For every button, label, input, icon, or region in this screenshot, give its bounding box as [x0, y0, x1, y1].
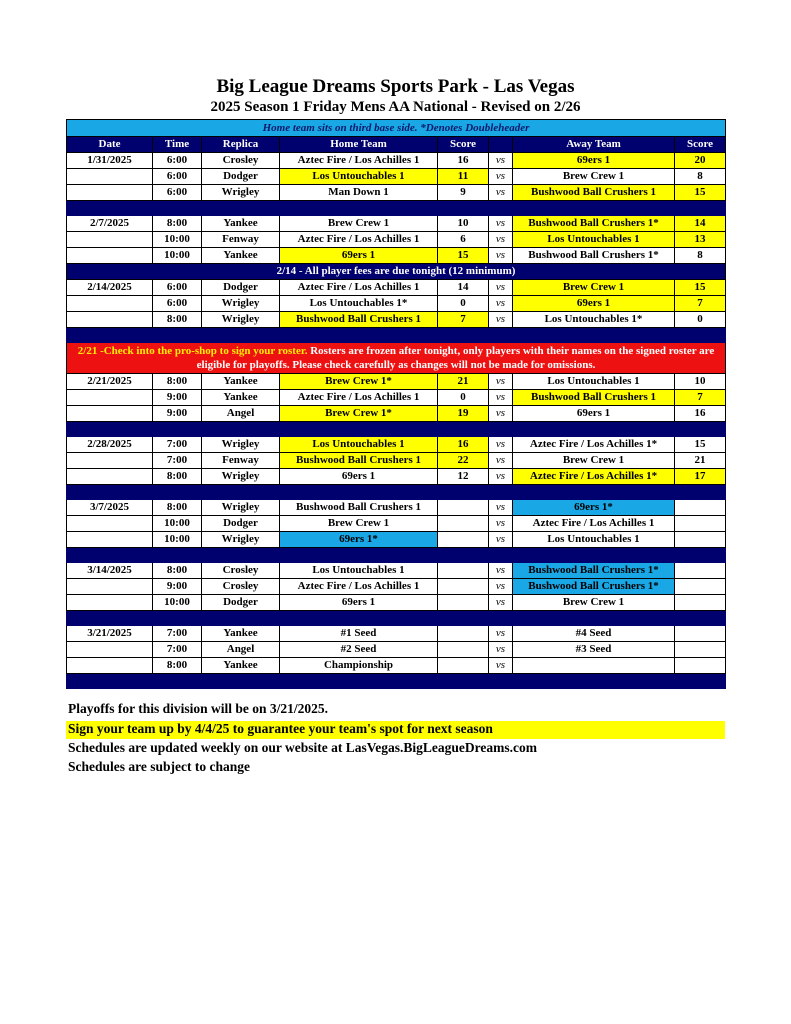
vs-label: vs: [489, 312, 513, 328]
game-field: Fenway: [202, 232, 280, 248]
home-team: 69ers 1: [280, 248, 438, 264]
game-time: 6:00: [153, 169, 202, 185]
away-score: 7: [675, 296, 726, 312]
vs-label: vs: [489, 532, 513, 548]
col-header-vs: [489, 137, 513, 153]
away-score: 8: [675, 248, 726, 264]
game-date: 3/14/2025: [67, 563, 153, 579]
vs-label: vs: [489, 642, 513, 658]
away-team: Brew Crew 1: [513, 595, 675, 611]
away-score: 15: [675, 185, 726, 201]
game-field: Yankee: [202, 374, 280, 390]
away-team: Bushwood Ball Crushers 1: [513, 390, 675, 406]
away-team: Los Untouchables 1*: [513, 312, 675, 328]
game-row: [67, 532, 726, 548]
home-score: 0: [438, 390, 489, 406]
game-field: Fenway: [202, 453, 280, 469]
separator-cell: [67, 548, 726, 563]
col-header-home-team: Home Team: [280, 137, 438, 153]
game-row: [67, 658, 726, 674]
game-field: Yankee: [202, 626, 280, 642]
fees-notice: 2/14 - All player fees are due tonight (12 minimum): [67, 264, 726, 280]
game-time: 8:00: [153, 374, 202, 390]
game-row: [67, 390, 726, 406]
col-header-replica: Replica: [202, 137, 280, 153]
game-time: 8:00: [153, 216, 202, 232]
away-team: #4 Seed: [513, 626, 675, 642]
home-score: 11: [438, 169, 489, 185]
game-date: [67, 406, 153, 422]
game-field: Wrigley: [202, 296, 280, 312]
game-field: Wrigley: [202, 437, 280, 453]
vs-label: vs: [489, 296, 513, 312]
game-field: Yankee: [202, 248, 280, 264]
game-time: 10:00: [153, 232, 202, 248]
game-field: Wrigley: [202, 500, 280, 516]
game-time: 8:00: [153, 469, 202, 485]
away-score: 14: [675, 216, 726, 232]
home-team: 69ers 1*: [280, 532, 438, 548]
game-field: Wrigley: [202, 185, 280, 201]
home-team: Brew Crew 1: [280, 516, 438, 532]
game-time: 6:00: [153, 153, 202, 169]
game-row: [67, 312, 726, 328]
home-score: 7: [438, 312, 489, 328]
schedule-table: [66, 119, 726, 689]
game-row: [67, 232, 726, 248]
vs-label: vs: [489, 626, 513, 642]
away-score: [675, 626, 726, 642]
home-team: Championship: [280, 658, 438, 674]
away-score: 15: [675, 280, 726, 296]
vs-label: vs: [489, 516, 513, 532]
schedule-body: [67, 120, 726, 689]
home-score: [438, 658, 489, 674]
game-field: Wrigley: [202, 312, 280, 328]
game-date: [67, 532, 153, 548]
away-team: Bushwood Ball Crushers 1: [513, 185, 675, 201]
game-time: 10:00: [153, 595, 202, 611]
home-team: Bushwood Ball Crushers 1: [280, 453, 438, 469]
vs-label: vs: [489, 280, 513, 296]
game-field: Dodger: [202, 516, 280, 532]
game-date: 2/21/2025: [67, 374, 153, 390]
separator-row: [67, 422, 726, 437]
note-text: Home team sits on third base side. *Denotes Doubleheader: [67, 120, 726, 137]
game-field: Wrigley: [202, 469, 280, 485]
game-time: 9:00: [153, 579, 202, 595]
separator-cell: [67, 422, 726, 437]
away-team: Bushwood Ball Crushers 1*: [513, 248, 675, 264]
col-header-date: Date: [67, 137, 153, 153]
separator-row: [67, 548, 726, 563]
home-team: #1 Seed: [280, 626, 438, 642]
home-score: [438, 532, 489, 548]
game-time: 9:00: [153, 406, 202, 422]
vs-label: vs: [489, 469, 513, 485]
game-time: 8:00: [153, 658, 202, 674]
game-row: [67, 216, 726, 232]
col-header-time: Time: [153, 137, 202, 153]
home-team: Brew Crew 1*: [280, 406, 438, 422]
away-score: 21: [675, 453, 726, 469]
away-team: 69ers 1: [513, 153, 675, 169]
away-team: Aztec Fire / Los Achilles 1*: [513, 437, 675, 453]
away-score: 10: [675, 374, 726, 390]
away-score: 13: [675, 232, 726, 248]
home-score: 6: [438, 232, 489, 248]
page-title: Big League Dreams Sports Park - Las Vegas: [216, 76, 575, 97]
home-team: Bushwood Ball Crushers 1: [280, 500, 438, 516]
away-score: [675, 563, 726, 579]
game-row: [67, 185, 726, 201]
col-header-away-score: Score: [675, 137, 726, 153]
game-time: 7:00: [153, 626, 202, 642]
home-score: [438, 626, 489, 642]
game-date: [67, 469, 153, 485]
vs-label: vs: [489, 563, 513, 579]
game-row: [67, 153, 726, 169]
away-team: 69ers 1: [513, 296, 675, 312]
away-team: Los Untouchables 1: [513, 232, 675, 248]
separator-row: [67, 485, 726, 500]
game-time: 10:00: [153, 248, 202, 264]
game-date: [67, 296, 153, 312]
away-score: 8: [675, 169, 726, 185]
vs-label: vs: [489, 453, 513, 469]
game-field: Yankee: [202, 216, 280, 232]
note-row: [67, 120, 726, 137]
game-row: [67, 469, 726, 485]
home-team: Los Untouchables 1: [280, 563, 438, 579]
game-field: Dodger: [202, 169, 280, 185]
page-subtitle: 2025 Season 1 Friday Mens AA National - Revised on 2/26: [210, 99, 581, 115]
home-team: Aztec Fire / Los Achilles 1: [280, 280, 438, 296]
game-date: 2/7/2025: [67, 216, 153, 232]
game-field: Crosley: [202, 153, 280, 169]
game-row: [67, 406, 726, 422]
home-score: [438, 500, 489, 516]
game-time: 10:00: [153, 532, 202, 548]
signup-note: Sign your team up by 4/4/25 to guarantee your team's spot for next season: [66, 721, 725, 739]
separator-cell: [67, 201, 726, 216]
game-date: [67, 312, 153, 328]
game-field: Crosley: [202, 563, 280, 579]
game-row: [67, 280, 726, 296]
home-score: 19: [438, 406, 489, 422]
fees-notice-row: [67, 264, 726, 280]
game-time: 7:00: [153, 642, 202, 658]
vs-label: vs: [489, 169, 513, 185]
home-score: 12: [438, 469, 489, 485]
home-score: 21: [438, 374, 489, 390]
game-field: Yankee: [202, 658, 280, 674]
playoffs-note: Playoffs for this division will be on 3/21/2025.: [68, 701, 329, 716]
home-score: 9: [438, 185, 489, 201]
away-team: 69ers 1: [513, 406, 675, 422]
vs-label: vs: [489, 406, 513, 422]
game-field: Crosley: [202, 579, 280, 595]
home-score: [438, 516, 489, 532]
away-score: 0: [675, 312, 726, 328]
vs-label: vs: [489, 500, 513, 516]
home-score: 14: [438, 280, 489, 296]
game-row: [67, 169, 726, 185]
away-score: [675, 532, 726, 548]
game-date: 2/14/2025: [67, 280, 153, 296]
home-score: [438, 563, 489, 579]
vs-label: vs: [489, 579, 513, 595]
game-date: 1/31/2025: [67, 153, 153, 169]
home-team: Aztec Fire / Los Achilles 1: [280, 153, 438, 169]
game-row: [67, 563, 726, 579]
game-row: [67, 374, 726, 390]
game-time: 6:00: [153, 185, 202, 201]
home-score: 22: [438, 453, 489, 469]
game-date: [67, 642, 153, 658]
home-score: [438, 595, 489, 611]
away-score: 7: [675, 390, 726, 406]
away-team: Los Untouchables 1: [513, 374, 675, 390]
game-field: Angel: [202, 406, 280, 422]
vs-label: vs: [489, 595, 513, 611]
game-date: [67, 185, 153, 201]
separator-row: [67, 674, 726, 689]
vs-label: vs: [489, 232, 513, 248]
vs-label: vs: [489, 216, 513, 232]
home-score: 0: [438, 296, 489, 312]
vs-label: vs: [489, 248, 513, 264]
game-date: [67, 390, 153, 406]
game-date: [67, 516, 153, 532]
vs-label: vs: [489, 153, 513, 169]
game-field: Angel: [202, 642, 280, 658]
home-team: Aztec Fire / Los Achilles 1: [280, 232, 438, 248]
game-field: Dodger: [202, 595, 280, 611]
game-date: [67, 579, 153, 595]
vs-label: vs: [489, 374, 513, 390]
game-date: 3/21/2025: [67, 626, 153, 642]
game-date: 2/28/2025: [67, 437, 153, 453]
game-field: Dodger: [202, 280, 280, 296]
subject-note: Schedules are subject to change: [68, 759, 250, 774]
game-row: [67, 642, 726, 658]
home-score: 16: [438, 437, 489, 453]
home-team: Bushwood Ball Crushers 1: [280, 312, 438, 328]
away-score: [675, 500, 726, 516]
away-team: Bushwood Ball Crushers 1*: [513, 579, 675, 595]
separator-row: [67, 611, 726, 626]
game-time: 6:00: [153, 296, 202, 312]
game-time: 7:00: [153, 453, 202, 469]
home-team: 69ers 1: [280, 595, 438, 611]
game-row: [67, 626, 726, 642]
game-row: [67, 579, 726, 595]
separator-row: [67, 328, 726, 343]
roster-alert-text: Rosters are frozen after tonight, only players with their names on the signed roster are eligible for playoffs. Please check carefully as changes will not be made for omissions.: [196, 345, 715, 371]
away-team: Aztec Fire / Los Achilles 1*: [513, 469, 675, 485]
home-score: 16: [438, 153, 489, 169]
game-row: [67, 453, 726, 469]
game-time: 6:00: [153, 280, 202, 296]
away-team: Brew Crew 1: [513, 280, 675, 296]
away-team: Bushwood Ball Crushers 1*: [513, 563, 675, 579]
game-time: 8:00: [153, 500, 202, 516]
game-time: 9:00: [153, 390, 202, 406]
separator-cell: [67, 328, 726, 343]
home-team: Brew Crew 1*: [280, 374, 438, 390]
roster-alert: [67, 343, 726, 374]
game-time: 10:00: [153, 516, 202, 532]
game-time: 7:00: [153, 437, 202, 453]
away-score: [675, 642, 726, 658]
col-header-home-score: Score: [438, 137, 489, 153]
away-team: Bushwood Ball Crushers 1*: [513, 216, 675, 232]
away-score: 17: [675, 469, 726, 485]
game-row: [67, 595, 726, 611]
home-score: 10: [438, 216, 489, 232]
home-team: Los Untouchables 1*: [280, 296, 438, 312]
home-score: [438, 642, 489, 658]
vs-label: vs: [489, 185, 513, 201]
game-date: [67, 248, 153, 264]
vs-label: vs: [489, 390, 513, 406]
home-score: [438, 579, 489, 595]
away-score: [675, 516, 726, 532]
away-team: Aztec Fire / Los Achilles 1: [513, 516, 675, 532]
col-header-away-team: Away Team: [513, 137, 675, 153]
header-row: [67, 137, 726, 153]
vs-label: vs: [489, 437, 513, 453]
game-row: [67, 516, 726, 532]
separator-cell: [67, 674, 726, 689]
game-date: [67, 453, 153, 469]
vs-label: vs: [489, 658, 513, 674]
separator-row: [67, 201, 726, 216]
away-team: Brew Crew 1: [513, 453, 675, 469]
away-team: #3 Seed: [513, 642, 675, 658]
away-score: [675, 595, 726, 611]
away-score: 20: [675, 153, 726, 169]
away-team: [513, 658, 675, 674]
home-team: #2 Seed: [280, 642, 438, 658]
roster-alert-lead: 2/21 -Check into the pro-shop to sign your roster.: [77, 345, 308, 357]
home-team: Aztec Fire / Los Achilles 1: [280, 390, 438, 406]
away-team: Brew Crew 1: [513, 169, 675, 185]
away-team: 69ers 1*: [513, 500, 675, 516]
game-row: [67, 437, 726, 453]
game-field: Wrigley: [202, 532, 280, 548]
home-team: Brew Crew 1: [280, 216, 438, 232]
home-team: Los Untouchables 1: [280, 437, 438, 453]
game-date: [67, 232, 153, 248]
away-score: 16: [675, 406, 726, 422]
game-date: [67, 595, 153, 611]
away-score: [675, 658, 726, 674]
home-team: Man Down 1: [280, 185, 438, 201]
separator-cell: [67, 485, 726, 500]
website-note: Schedules are updated weekly on our website at LasVegas.BigLeagueDreams.com: [68, 740, 538, 755]
home-team: Aztec Fire / Los Achilles 1: [280, 579, 438, 595]
game-date: [67, 658, 153, 674]
away-team: Los Untouchables 1: [513, 532, 675, 548]
home-team: Los Untouchables 1: [280, 169, 438, 185]
separator-cell: [67, 611, 726, 626]
away-score: [675, 579, 726, 595]
game-field: Yankee: [202, 390, 280, 406]
home-score: 15: [438, 248, 489, 264]
game-date: [67, 169, 153, 185]
roster-alert-row: [67, 343, 726, 374]
away-score: 15: [675, 437, 726, 453]
game-time: 8:00: [153, 312, 202, 328]
game-row: [67, 500, 726, 516]
game-row: [67, 296, 726, 312]
home-team: 69ers 1: [280, 469, 438, 485]
game-date: 3/7/2025: [67, 500, 153, 516]
game-row: [67, 248, 726, 264]
game-time: 8:00: [153, 563, 202, 579]
